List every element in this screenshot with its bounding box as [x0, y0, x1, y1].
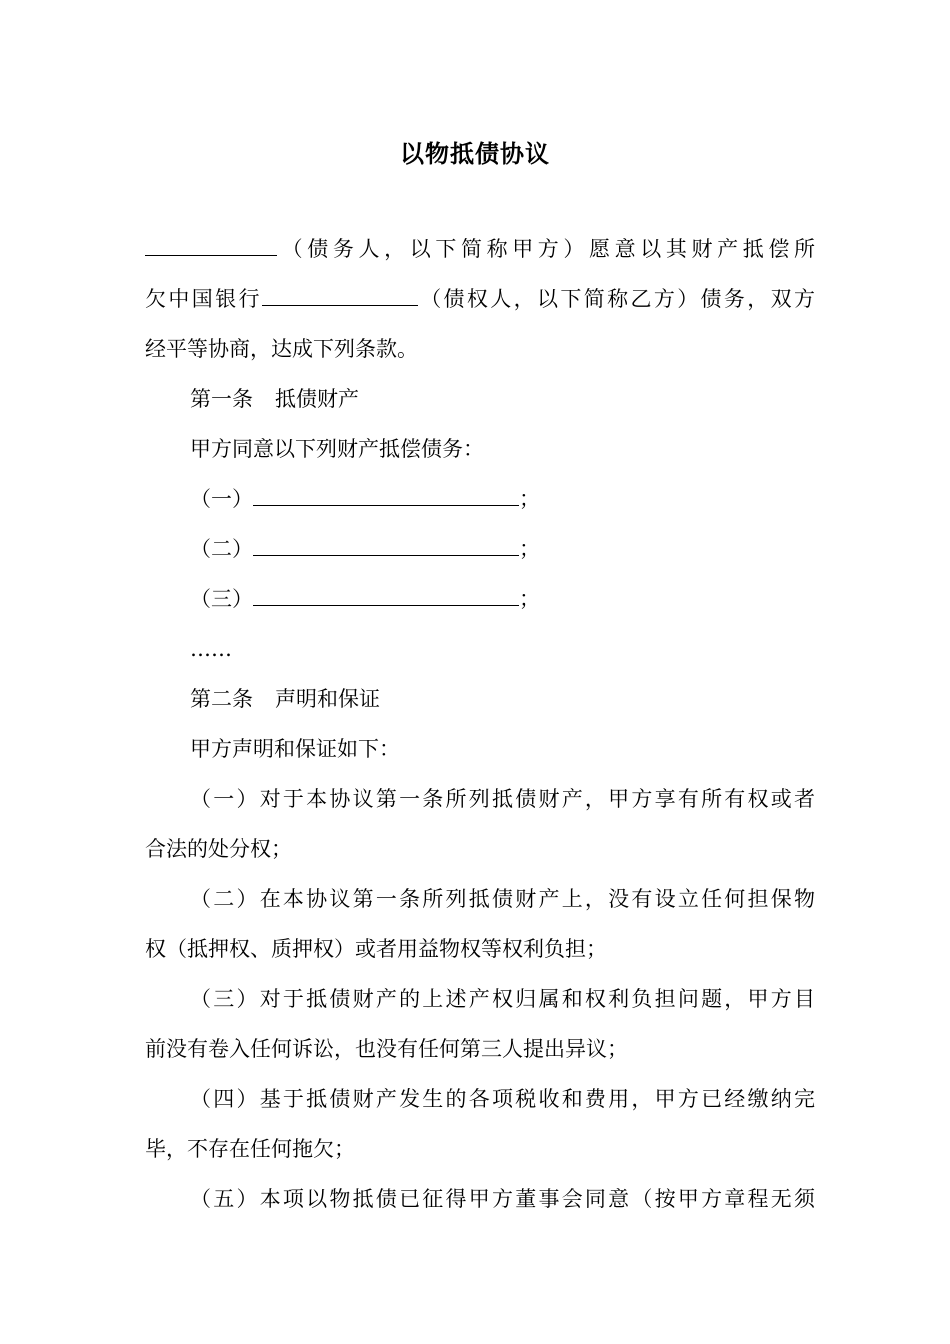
article-2-number: 第二条 — [190, 687, 253, 711]
document-title: 以物抵债协议 — [400, 139, 550, 168]
intro-line-1-text: （债务人，以下简称甲方）愿意以其财产抵偿所 — [277, 237, 815, 261]
clause-line: 合法的处分权； — [145, 837, 292, 861]
property-item-end: ； — [519, 487, 540, 511]
article-1-number: 第一条 — [190, 387, 253, 411]
intro-line-2 — [145, 284, 815, 314]
property-item-blank[interactable] — [253, 535, 519, 556]
clause-line: （三）对于抵债财产的上述产权归属和权利负担问题，甲方目 — [190, 987, 815, 1011]
clause-line: （五）本项以物抵债已征得甲方董事会同意（按甲方章程无须 — [190, 1187, 815, 1211]
intro-line-3: 经平等协商，达成下列条款。 — [145, 337, 418, 361]
article-2-lead: 甲方声明和保证如下： — [190, 737, 400, 761]
clause-line: 前没有卷入任何诉讼，也没有任何第三人提出异议； — [145, 1037, 628, 1061]
intro-line-2-text: （债权人，以下简称乙方）债务，双方 — [417, 287, 816, 311]
property-item-blank[interactable] — [253, 585, 519, 606]
property-item — [190, 534, 860, 564]
clause-line: 权（抵押权、质押权）或者用益物权等权利负担； — [145, 937, 607, 961]
article-1-heading — [190, 384, 860, 414]
property-item-end: ； — [519, 537, 540, 561]
property-item-label: （一） — [190, 487, 253, 511]
clause-line: 毕，不存在任何拖欠； — [145, 1137, 355, 1161]
clause-line: （四）基于抵债财产发生的各项税收和费用，甲方已经缴纳完 — [190, 1087, 815, 1111]
intro-line-1 — [145, 234, 815, 264]
article-1-title: 抵债财产 — [275, 387, 359, 411]
property-item-label: （三） — [190, 587, 253, 611]
property-item-blank[interactable] — [253, 485, 519, 506]
intro-line-2-prefix: 欠中国银行 — [145, 287, 262, 311]
article-2-title: 声明和保证 — [275, 687, 380, 711]
ellipsis: …… — [190, 637, 232, 661]
clause-line: （二）在本协议第一条所列抵债财产上，没有设立任何担保物 — [190, 887, 815, 911]
article-2-heading — [190, 684, 860, 714]
creditor-blank[interactable] — [262, 285, 418, 306]
clause-line: （一）对于本协议第一条所列抵债财产，甲方享有所有权或者 — [190, 787, 815, 811]
property-item — [190, 584, 860, 614]
debtor-blank[interactable] — [145, 235, 277, 256]
property-item-label: （二） — [190, 537, 253, 561]
property-item-end: ； — [519, 587, 540, 611]
article-1-lead: 甲方同意以下列财产抵偿债务： — [190, 437, 484, 461]
property-item — [190, 484, 860, 514]
